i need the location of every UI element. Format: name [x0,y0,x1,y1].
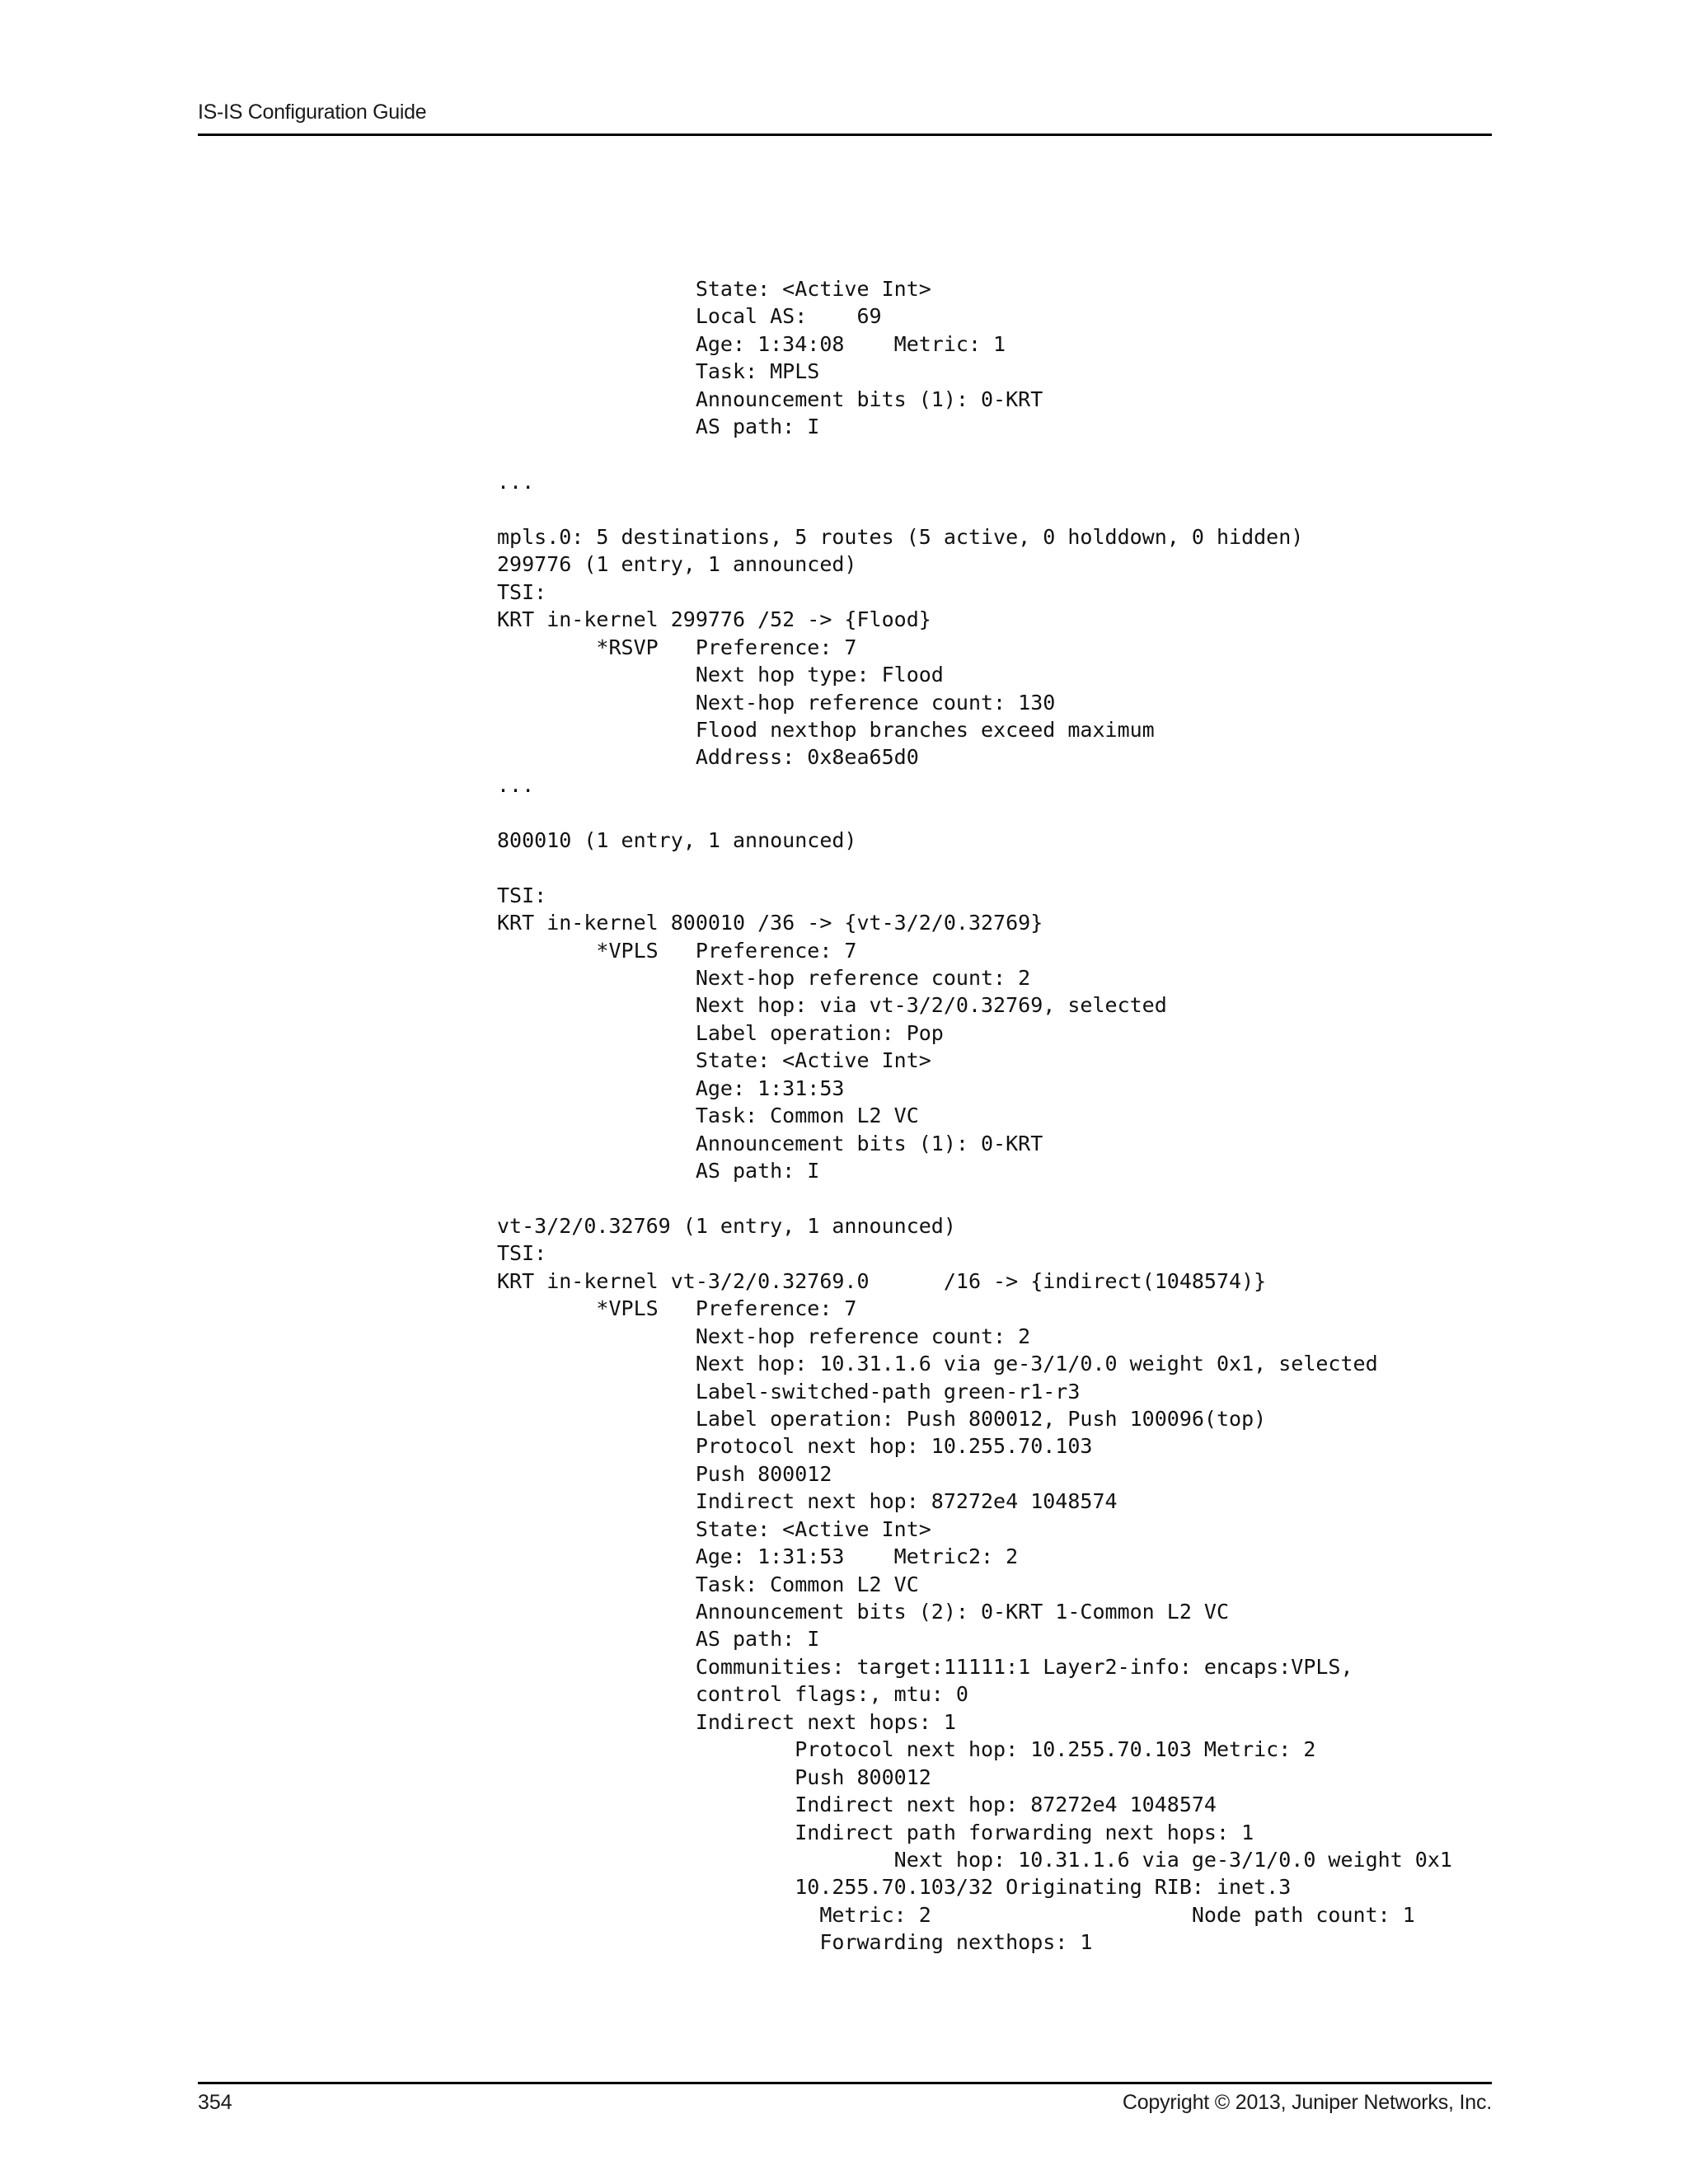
code-line: AS path: I [497,1627,820,1652]
code-line: Age: 1:31:53 [497,1076,845,1100]
code-line: 10.255.70.103/32 Originating RIB: inet.3 [497,1875,1292,1900]
code-line: Next hop: 10.31.1.6 via ge-3/1/0.0 weight 0x1, selected [497,1352,1378,1376]
code-line [497,799,1452,826]
code-line [497,441,1452,468]
code-line: Indirect next hop: 87272e4 1048574 [497,1489,1118,1514]
code-line: vt-3/2/0.32769 (1 entry, 1 announced) [497,1213,956,1238]
code-line: Age: 1:31:53 Metric2: 2 [497,1544,1019,1569]
code-line [497,496,1452,523]
cli-output-block [497,275,1452,1957]
code-line [497,854,1452,881]
code-line: Label operation: Push 800012, Push 100096(top) [497,1406,1267,1431]
code-line: 800010 (1 entry, 1 announced) [497,827,857,852]
code-line: *RSVP Preference: 7 [497,635,857,659]
code-line: Task: Common L2 VC [497,1104,919,1128]
code-line: Local AS: 69 [497,304,882,329]
code-line: Announcement bits (2): 0-KRT 1-Common L2 VC [497,1600,1230,1624]
code-line: TSI: [497,883,547,907]
code-line: TSI: [497,1241,547,1266]
code-line: Next hop type: Flood [497,663,944,687]
header-divider [198,134,1492,136]
code-line: ... [497,772,535,797]
code-line: *VPLS Preference: 7 [497,938,857,963]
code-line: Indirect path forwarding next hops: 1 [497,1820,1254,1844]
code-line [497,1184,1452,1212]
code-line: Label operation: Pop [497,1020,944,1045]
code-line: Task: Common L2 VC [497,1572,919,1596]
code-line: State: <Active Int> [497,1048,931,1073]
code-line: AS path: I [497,1159,820,1183]
code-line: KRT in-kernel 299776 /52 -> {Flood} [497,607,931,632]
code-line: Next hop: 10.31.1.6 via ge-3/1/0.0 weight 0x1 [497,1847,1452,1872]
code-line: TSI: [497,579,547,604]
code-line: Next-hop reference count: 2 [497,965,1031,990]
code-line: Indirect next hop: 87272e4 1048574 [497,1793,1217,1817]
code-line: Task: MPLS [497,359,820,384]
copyright-notice: Copyright © 2013, Juniper Networks, Inc. [1122,2091,1492,2114]
code-line: ... [497,470,535,494]
code-line: AS path: I [497,415,820,439]
code-line: *VPLS Preference: 7 [497,1296,857,1321]
code-line: State: <Active Int> [497,1516,931,1541]
code-line: Address: 0x8ea65d0 [497,745,919,770]
code-line: Announcement bits (1): 0-KRT [497,387,1043,411]
code-line: Push 800012 [497,1461,832,1486]
code-line: Protocol next hop: 10.255.70.103 Metric: 2 [497,1737,1316,1762]
code-line: State: <Active Int> [497,277,931,301]
code-line: Indirect next hops: 1 [497,1709,956,1734]
code-line: Metric: 2 Node path count: 1 [497,1902,1415,1927]
code-line: Next-hop reference count: 130 [497,690,1056,715]
code-line: Announcement bits (1): 0-KRT [497,1131,1043,1155]
code-line: Flood nexthop branches exceed maximum [497,718,1155,742]
code-line: Next hop: via vt-3/2/0.32769, selected [497,993,1167,1018]
code-line: mpls.0: 5 destinations, 5 routes (5 active, 0 holddown, 0 hidden) [497,524,1304,549]
code-line: KRT in-kernel vt-3/2/0.32769.0 /16 -> {indirect(1048574)} [497,1268,1267,1293]
code-line: Push 800012 [497,1765,931,1789]
code-line: KRT in-kernel 800010 /36 -> {vt-3/2/0.32769} [497,911,1043,935]
code-line: control flags:, mtu: 0 [497,1682,968,1707]
footer-divider [198,2082,1492,2084]
code-line: Protocol next hop: 10.255.70.103 [497,1434,1093,1459]
code-line: Next-hop reference count: 2 [497,1324,1031,1348]
code-line: Communities: target:11111:1 Layer2-info: encaps:VPLS, [497,1654,1353,1679]
running-header-title: IS-IS Configuration Guide [198,101,427,124]
code-line: Label-switched-path green-r1-r3 [497,1379,1081,1404]
code-line: Forwarding nexthops: 1 [497,1930,1093,1955]
code-line: Age: 1:34:08 Metric: 1 [497,331,1006,356]
page-number: 354 [198,2091,232,2114]
code-line: 299776 (1 entry, 1 announced) [497,552,857,577]
